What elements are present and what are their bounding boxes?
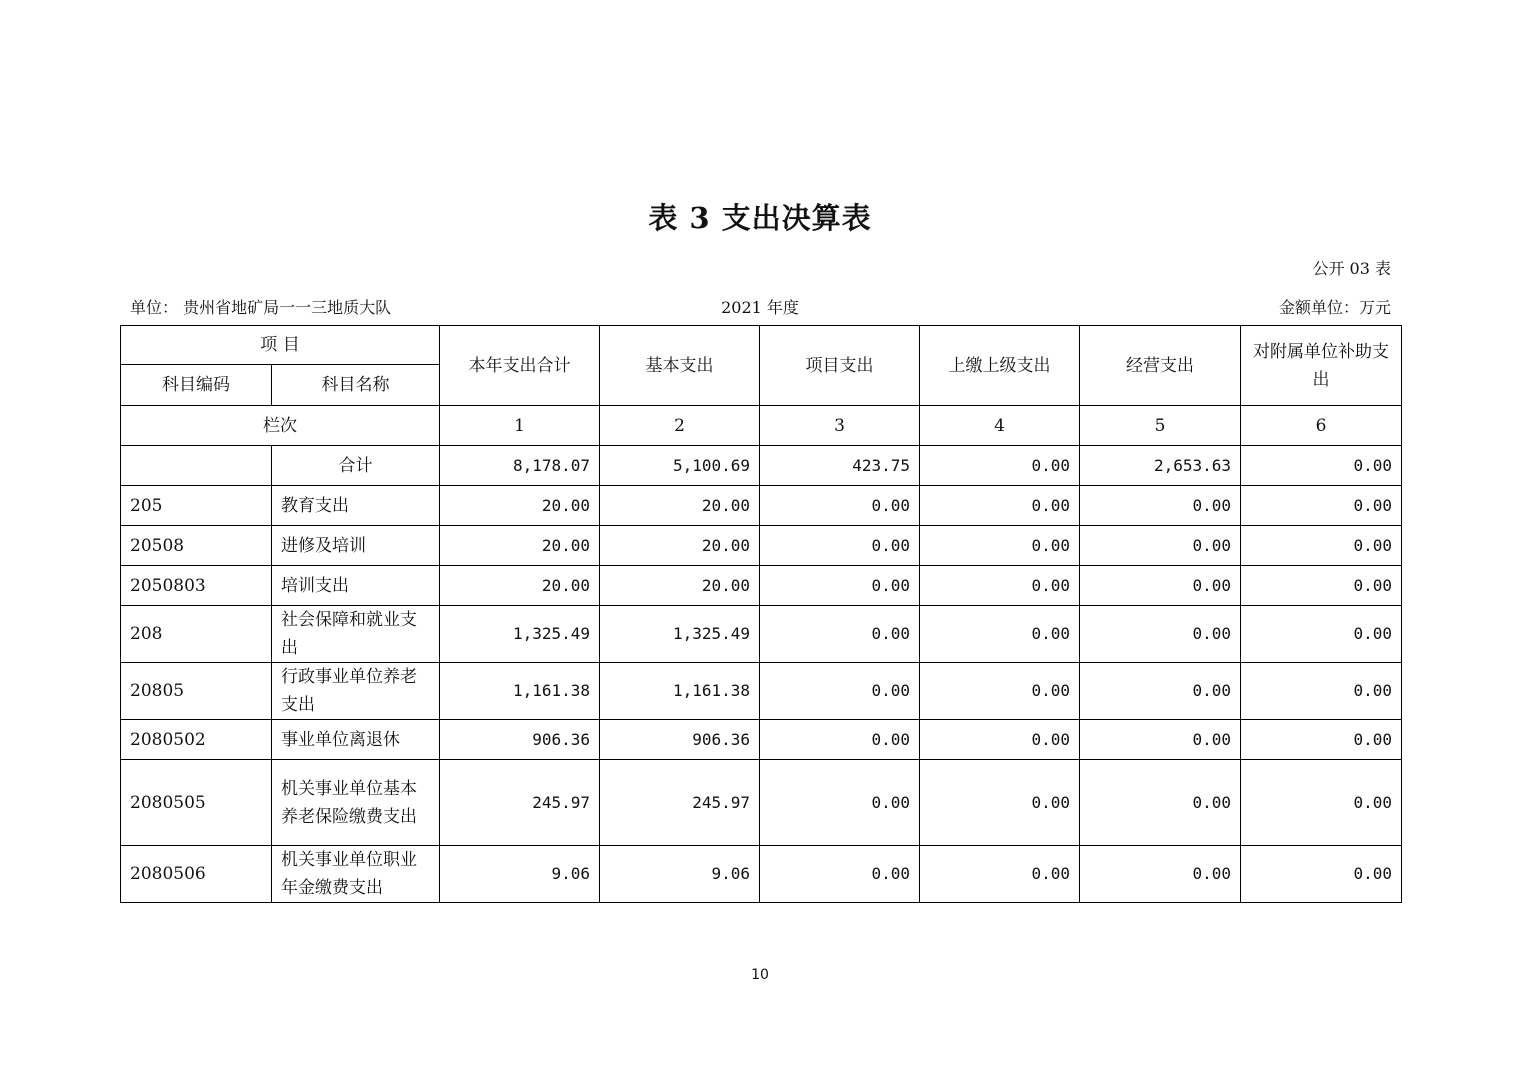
row-value: 0.00 [1080,663,1241,720]
row-value: 0.00 [1080,846,1241,903]
row-name: 机关事业单位基本养老保险缴费支出 [272,760,440,846]
col-number: 6 [1241,406,1402,446]
table-row [121,846,1402,903]
row-value: 0.00 [760,486,920,526]
fiscal-year: 2021 年度 [721,298,799,317]
row-name: 社会保障和就业支出 [272,606,440,663]
row-name: 培训支出 [272,566,440,606]
row-value: 0.00 [1241,566,1402,606]
row-value: 0.00 [920,663,1080,720]
row-code: 2050803 [121,566,272,606]
col-number: 2 [600,406,760,446]
row-code: 2080502 [121,720,272,760]
row-value: 1,325.49 [600,606,760,663]
row-name: 进修及培训 [272,526,440,566]
row-value: 0.00 [1241,606,1402,663]
total-value: 2,653.63 [1080,446,1241,486]
row-value: 0.00 [760,606,920,663]
row-value: 245.97 [600,760,760,846]
row-value: 0.00 [760,720,920,760]
row-value: 0.00 [1080,760,1241,846]
row-value: 906.36 [600,720,760,760]
row-value: 906.36 [440,720,600,760]
row-value: 0.00 [920,566,1080,606]
row-value: 0.00 [760,846,920,903]
row-code: 20508 [121,526,272,566]
row-name: 机关事业单位职业年金缴费支出 [272,846,440,903]
row-value: 20.00 [600,526,760,566]
row-value: 9.06 [440,846,600,903]
row-value: 0.00 [1241,486,1402,526]
row-value: 0.00 [1241,846,1402,903]
table-row [121,526,1402,566]
header-col1: 本年支出合计 [440,326,600,406]
total-value: 8,178.07 [440,446,600,486]
row-code: 2080505 [121,760,272,846]
header-col4: 上缴上级支出 [920,326,1080,406]
header-item: 项 目 [121,326,440,365]
row-value: 0.00 [760,526,920,566]
total-value: 5,100.69 [600,446,760,486]
row-value: 0.00 [760,566,920,606]
row-value: 0.00 [1080,566,1241,606]
row-value: 0.00 [920,486,1080,526]
header-row-label: 栏次 [121,406,440,446]
row-value: 0.00 [1241,526,1402,566]
row-value: 1,161.38 [600,663,760,720]
page-number: 10 [751,967,769,983]
table-row [121,760,1402,846]
table-row [121,486,1402,526]
row-value: 9.06 [600,846,760,903]
header-col3: 项目支出 [760,326,920,406]
row-value: 0.00 [760,663,920,720]
row-value: 0.00 [1080,526,1241,566]
total-value: 423.75 [760,446,920,486]
money-unit: 金额单位：万元 [1278,298,1391,317]
row-value: 245.97 [440,760,600,846]
header-col5: 经营支出 [1080,326,1241,406]
row-value: 0.00 [760,760,920,846]
row-value: 20.00 [440,566,600,606]
row-code: 208 [121,606,272,663]
header-code: 科目编码 [121,365,272,406]
row-value: 0.00 [920,760,1080,846]
row-value: 0.00 [1241,760,1402,846]
unit-label: 单位： 贵州省地矿局一一三地质大队 [130,298,392,317]
header-col6: 对附属单位补助支出 [1241,326,1402,406]
row-value: 20.00 [600,566,760,606]
col-number: 3 [760,406,920,446]
table-row [121,566,1402,606]
row-value: 0.00 [1241,720,1402,760]
row-name: 事业单位离退休 [272,720,440,760]
form-number: 公开 03 表 [1312,259,1391,278]
row-code: 2080506 [121,846,272,903]
col-number: 1 [440,406,600,446]
total-row [121,446,1402,486]
header-col2: 基本支出 [600,326,760,406]
header-name: 科目名称 [272,365,440,406]
total-label: 合计 [272,446,440,486]
row-value: 0.00 [1241,663,1402,720]
total-value: 0.00 [1241,446,1402,486]
row-value: 0.00 [1080,720,1241,760]
table-row [121,720,1402,760]
row-name: 教育支出 [272,486,440,526]
row-value: 1,161.38 [440,663,600,720]
row-value: 0.00 [920,606,1080,663]
total-code-cell [121,446,272,486]
row-value: 0.00 [920,846,1080,903]
table-row [121,606,1402,663]
col-number: 5 [1080,406,1241,446]
total-value: 0.00 [920,446,1080,486]
table-title: 表 3 支出决算表 [648,201,872,235]
row-value: 0.00 [1080,606,1241,663]
row-value: 20.00 [440,526,600,566]
row-code: 205 [121,486,272,526]
row-code: 20805 [121,663,272,720]
col-number: 4 [920,406,1080,446]
row-value: 0.00 [920,526,1080,566]
expenditure-table [120,325,1402,903]
row-value: 0.00 [920,720,1080,760]
row-value: 1,325.49 [440,606,600,663]
table-row [121,663,1402,720]
row-value: 0.00 [1080,486,1241,526]
row-name: 行政事业单位养老支出 [272,663,440,720]
row-value: 20.00 [440,486,600,526]
row-value: 20.00 [600,486,760,526]
